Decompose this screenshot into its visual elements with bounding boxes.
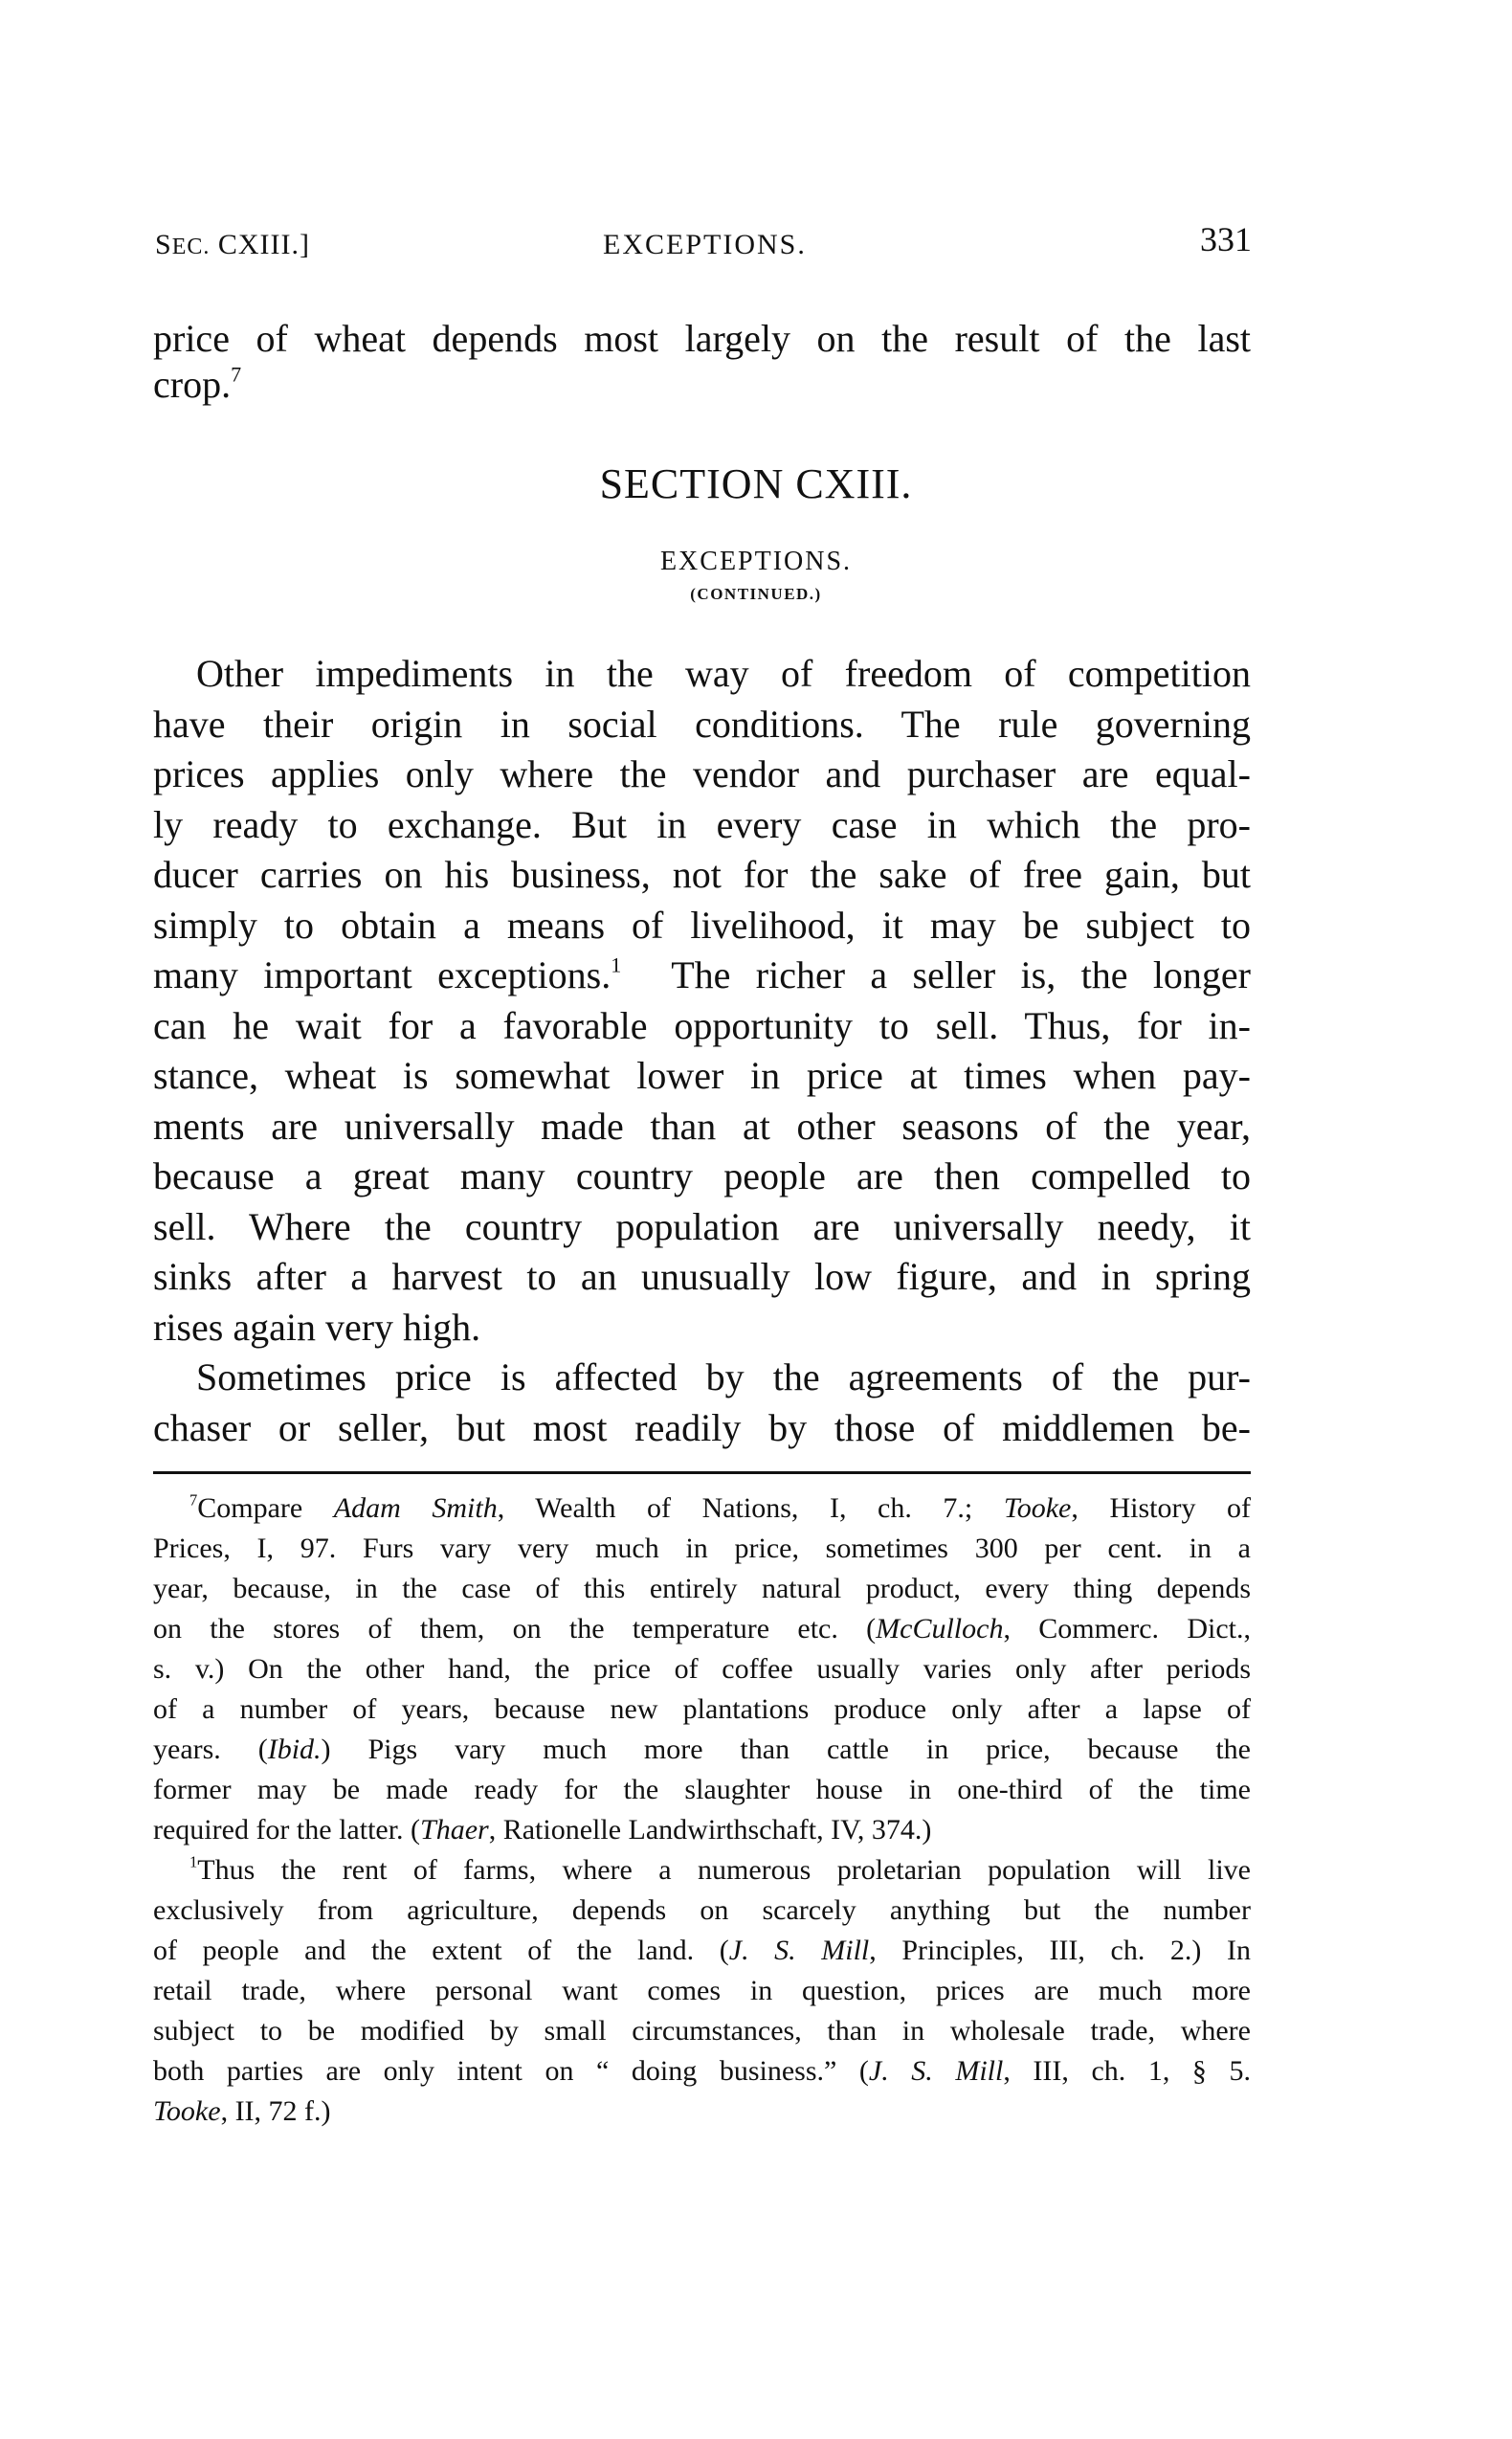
footnote-text: on the stores of them, on the temperature etc. ( — [153, 1613, 877, 1645]
running-head-prefix: S — [155, 229, 172, 260]
footnote-1-line — [153, 1934, 1251, 1968]
section-title: SECTION CXIII. — [599, 460, 913, 507]
footnote-text: years. ( — [153, 1734, 268, 1765]
footnote-1-line: exclusively from agriculture, depends on scarcely anything but the number — [153, 1894, 1251, 1926]
body-line — [153, 362, 1251, 408]
footnote-1-line: subject to be modified by small circumstances, than in wholesale trade, where — [153, 2015, 1251, 2047]
paragraph-first-line: Sometimes price is affected by the agreements of the pur- — [196, 1355, 1251, 1399]
body-line: simply to obtain a means of livelihood, it may be subject to — [153, 904, 1251, 947]
footnote-text: , History of — [1071, 1492, 1252, 1524]
body-line: rises again very high. — [153, 1306, 481, 1349]
footnote-7-line — [153, 1612, 1251, 1646]
body-text: The richer a seller is, the longer — [621, 953, 1252, 996]
body-line: prices applies only where the vendor and purchaser are equal- — [153, 752, 1251, 795]
footnote-text: required for the latter. ( — [153, 1814, 421, 1846]
section-subtitle: EXCEPTIONS. — [659, 547, 853, 576]
body-text: many important exceptions. — [153, 953, 611, 996]
body-line: price of wheat depends most largely on the result of the last — [153, 317, 1251, 360]
footnote-7-line: of a number of years, because new plantations produce only after a lapse of — [153, 1693, 1251, 1725]
body-line: have their origin in social conditions. The rule governing — [153, 703, 1251, 746]
body-line: ly ready to exchange. But in every case in which the pro- — [153, 803, 1251, 846]
footnote-text: Compare — [197, 1492, 334, 1524]
page-number: 331 — [1200, 220, 1252, 258]
citation-author: Ibid. — [267, 1734, 322, 1765]
footnote-separator-rule — [153, 1471, 1251, 1474]
footnote-1-line — [153, 2094, 1251, 2129]
body-line: stance, wheat is somewhat lower in price at times when pay- — [153, 1054, 1251, 1097]
footnote-1-line: retail trade, where personal want comes in question, prices are much more — [153, 1975, 1251, 2006]
section-continued-label: (CONTINUED.) — [690, 585, 822, 603]
footnote-7-line — [153, 1733, 1251, 1767]
footnote-text: , II, 72 f.) — [220, 2095, 331, 2127]
footnote-7-line: former may be made ready for the slaughter house in one-third of the time — [153, 1774, 1251, 1805]
running-head-section — [155, 228, 310, 264]
footnote-text: Thus the rent of farms, where a numerous proletarian population will live — [197, 1854, 1251, 1886]
body-line: sell. Where the country population are universally needy, it — [153, 1205, 1251, 1248]
footnote-reference[interactable]: 7 — [231, 362, 242, 387]
citation-author: J. S. Mill — [728, 1935, 870, 1966]
footnote-7-line: Prices, I, 97. Furs vary very much in price, sometimes 300 per cent. in a — [153, 1533, 1251, 1564]
running-head-prefix-small: EC. — [171, 235, 211, 259]
body-line: sinks after a harvest to an unusually low figure, and in spring — [153, 1255, 1251, 1298]
running-head-title: EXCEPTIONS. — [603, 229, 807, 260]
footnote-text: , Principles, III, ch. 2.) In — [869, 1935, 1251, 1966]
citation-author: Tooke — [1003, 1492, 1072, 1524]
running-head-section-number: CXIII.] — [210, 229, 310, 260]
footnote-text: ) Pigs vary much more than cattle in price, because the — [321, 1734, 1251, 1765]
footnote-1-line — [153, 2054, 1251, 2089]
footnote-text: , Rationelle Landwirthschaft, IV, 374.) — [488, 1814, 932, 1846]
citation-author: Adam Smith — [333, 1492, 498, 1524]
footnote-text: both parties are only intent on “ doing business.” ( — [153, 2055, 869, 2087]
footnote-7-line — [153, 1813, 1251, 1847]
footnote-reference[interactable]: 1 — [611, 952, 622, 977]
citation-author: Tooke — [153, 2095, 221, 2127]
body-line: ments are universally made than at other seasons of the year, — [153, 1105, 1251, 1148]
footnote-7-line: year, because, in the case of this entirely natural product, every thing depends — [153, 1573, 1251, 1604]
citation-author: J. S. Mill — [868, 2055, 1004, 2087]
footnote-text: , Wealth of Nations, I, ch. 7.; — [497, 1492, 1004, 1524]
body-text: crop. — [153, 363, 232, 406]
citation-author: McCulloch — [876, 1613, 1004, 1645]
footnote-marker: 7 — [189, 1490, 198, 1510]
paragraph-first-line: Other impediments in the way of freedom of competition — [196, 652, 1251, 695]
footnote-1-line — [189, 1853, 1251, 1888]
footnote-7-line — [189, 1491, 1251, 1526]
footnote-marker: 1 — [189, 1852, 198, 1871]
body-line: can he wait for a favorable opportunity to sell. Thus, for in- — [153, 1004, 1251, 1047]
citation-author: Thaer — [420, 1814, 489, 1846]
body-line: because a great many country people are then compelled to — [153, 1154, 1251, 1197]
footnote-text: of people and the extent of the land. ( — [153, 1935, 729, 1966]
body-line: chaser or seller, but most readily by those of middlemen be- — [153, 1406, 1251, 1449]
footnote-text: , Commerc. Dict., — [1003, 1613, 1251, 1645]
body-line: ducer carries on his business, not for the sake of free gain, but — [153, 853, 1251, 896]
footnote-text: , III, ch. 1, § 5. — [1003, 2055, 1251, 2087]
body-line — [153, 952, 1251, 998]
footnote-7-line: s. v.) On the other hand, the price of coffee usually varies only after periods — [153, 1653, 1251, 1685]
